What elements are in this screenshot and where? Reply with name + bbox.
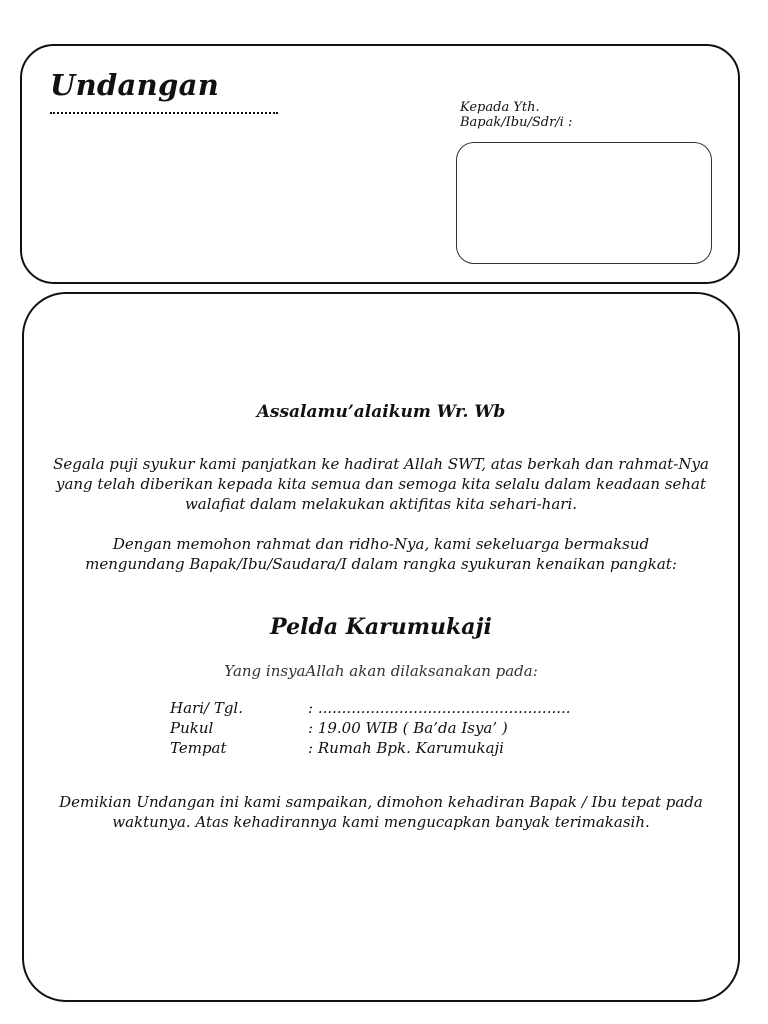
detail-label: Hari/ Tgl. xyxy=(170,699,243,717)
detail-row-place xyxy=(170,738,571,758)
greeting: Assalamu’alaikum Wr. Wb xyxy=(256,402,506,422)
address-box xyxy=(456,142,712,264)
closing-paragraph: Demikian Undangan ini kami sampaikan, dimohon kehadiran Bapak / Ibu tepat pada waktunya. Atas kehadirannya kami mengucapkan banyak terimakasih. xyxy=(59,793,703,831)
recipient-label xyxy=(460,100,572,130)
detail-label: Tempat xyxy=(170,739,227,757)
detail-row-date xyxy=(170,698,571,718)
detail-value: : Rumah Bpk. Karumukaji xyxy=(308,739,504,757)
detail-value: : ..................................................... xyxy=(308,699,571,717)
recipient-line-1: Kepada Yth. xyxy=(460,100,540,115)
letter-card xyxy=(22,292,740,1002)
invitation-paragraph: Dengan memohon rahmat dan ridho-Nya, kami sekeluarga bermaksud mengundang Bapak/Ibu/Saudara/I dalam rangka syukuran kenaikan pangkat: xyxy=(85,535,677,573)
envelope-card xyxy=(20,44,740,284)
recipient-line-2: Bapak/Ibu/Sdr/i : xyxy=(460,115,573,130)
detail-value: : 19.00 WIB ( Ba’da Isya’ ) xyxy=(308,719,508,737)
detail-row-time xyxy=(170,718,571,738)
title-dotted-line xyxy=(50,112,278,114)
envelope-title: Undangan xyxy=(50,68,220,102)
honoree-name: Pelda Karumukaji xyxy=(270,614,492,640)
schedule-intro: Yang insyaAllah akan dilaksanakan pada: xyxy=(224,662,538,680)
opening-paragraph: Segala puji syukur kami panjatkan ke hadirat Allah SWT, atas berkah dan rahmat-Nya yang telah diberikan kepada kita semua dan semoga kita selalu dalam keadaan sehat walafiat dalam melakukan aktifitas kita sehari-hari. xyxy=(53,455,709,513)
detail-label: Pukul xyxy=(170,719,214,737)
event-details xyxy=(170,698,571,758)
